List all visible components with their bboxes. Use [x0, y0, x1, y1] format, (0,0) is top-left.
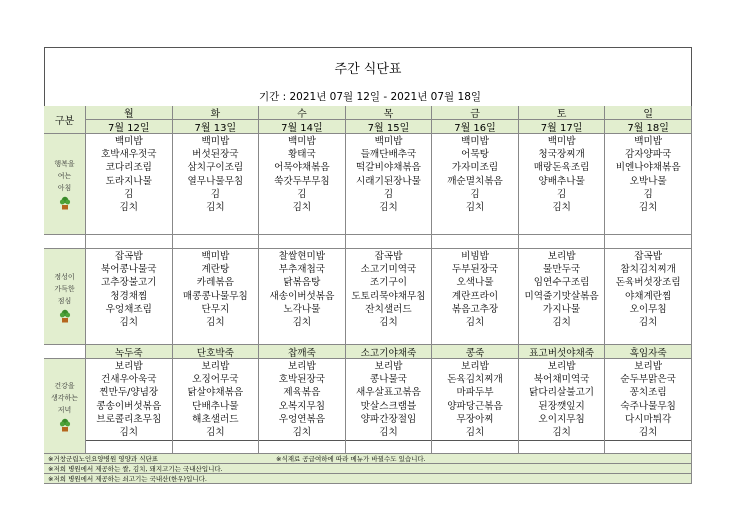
menu-item: 김: [124, 188, 134, 200]
menu-item: 김치: [552, 202, 571, 214]
menu-item: 도라지나물: [105, 175, 152, 187]
menu-item: 도토리묵야채무침: [351, 290, 426, 302]
menu-item: 찰쌀현미밥: [278, 251, 326, 262]
menu-item: 잡곡밥: [374, 251, 403, 262]
menu-cell-dinner-fri: [432, 359, 519, 454]
menu-item: 시래기된장나물: [356, 175, 421, 187]
snack-cell-tue: [173, 235, 260, 249]
menu-item: 건새우아욱국: [100, 374, 157, 386]
period-text: 기간 : 2021년 07월 12일 - 2021년 07월 18일: [258, 91, 482, 103]
menu-item: 돈육김치찌개: [447, 374, 503, 386]
menu-item: 김: [297, 188, 307, 200]
menu-item: 새송이버섯볶음: [269, 290, 335, 302]
menu-item: 어묵야채볶음: [274, 162, 330, 174]
menu-item: 들깨단배추국: [360, 149, 417, 161]
menu-item: 미역줄기맛살볶음: [524, 290, 599, 302]
date-wed: 7월 14일: [259, 120, 346, 134]
menu-item: 떡갈비야채볶음: [356, 162, 421, 174]
menu-item: 백미밥: [201, 251, 230, 262]
menu-item: 김: [556, 188, 567, 200]
menu-item: 김치: [552, 427, 571, 439]
menu-item: 보리밥: [288, 361, 316, 372]
menu-item: 김치: [379, 427, 398, 439]
note-row-1: [44, 454, 692, 464]
menu-item: 숙주나물무침: [620, 400, 676, 412]
menu-item: 가자미조림: [451, 162, 499, 174]
menu-item: 김치: [379, 317, 398, 329]
plant-pot-icon: [58, 309, 72, 323]
menu-item: 참치김치찌개: [620, 264, 676, 276]
menu-item: 백미밥: [114, 136, 143, 147]
menu-item: 보리밥: [547, 361, 576, 372]
menu-item: 보리밥: [114, 361, 143, 372]
menu-item: 마파두부: [456, 387, 494, 399]
menu-item: 보리밥: [374, 361, 403, 372]
meal-label-line: 가득한: [54, 284, 75, 293]
menu-item: 임연수구조림: [533, 277, 590, 289]
meal-label-breakfast: [44, 134, 86, 235]
menu-item: 다시마튀각: [624, 413, 672, 425]
menu-item: 콩나물국: [369, 374, 407, 386]
menu-item: 백미밥: [288, 136, 316, 147]
menu-item: 보리밥: [634, 361, 663, 372]
menu-item: 김치: [465, 202, 485, 214]
snack-cell-sat: [519, 235, 606, 249]
menu-item: 김치: [119, 317, 139, 329]
menu-item: 김치: [119, 427, 139, 439]
note-row-2: [44, 464, 692, 474]
menu-cell-dinner-mon: [86, 359, 173, 454]
snack-cell-fri: [432, 235, 519, 249]
menu-item: 김: [383, 188, 394, 200]
menu-item: 찐만두/양념장: [99, 387, 159, 399]
menu-item: 백미밥: [461, 136, 489, 147]
day-mon: 월: [86, 106, 173, 120]
snack-label: [44, 345, 86, 359]
meal-label-line: 여는: [57, 172, 72, 180]
snack-cell-sun: 흑임자죽: [605, 345, 692, 359]
menu-cell-lunch-sat: [519, 249, 606, 345]
menu-item: 김치: [119, 202, 139, 214]
menu-item: 어묵탕: [461, 149, 489, 161]
menu-item: 청경채찜: [110, 290, 148, 302]
note-change: ※식재료 공급여하에 따라 메뉴가 바뀔수도 있습니다.: [276, 455, 426, 463]
menu-cell-lunch-mon: [86, 249, 173, 345]
menu-item: 황태국: [288, 149, 316, 161]
note-origin-rice: ※저희 병원에서 제공하는 쌀, 김치, 돼지고기는 국내산입니다.: [48, 465, 223, 473]
menu-item: 고추장불고기: [100, 277, 157, 289]
menu-item: 청국장찌개: [538, 149, 585, 161]
menu-cell-lunch-fri: [432, 249, 519, 345]
menu-item: 북어채미역국: [533, 374, 590, 386]
menu-cell-dinner-tue: [173, 359, 260, 454]
menu-item: 백미밥: [374, 136, 403, 147]
menu-item: 김: [210, 188, 220, 200]
day-tue: 화: [173, 106, 260, 120]
meal-label-line: 저녁: [57, 406, 72, 414]
menu-item: 김치: [206, 202, 225, 214]
menu-item: 순두부맑은국: [620, 374, 676, 386]
meal-label-line: 행복을: [54, 160, 75, 168]
menu-item: 백미밥: [201, 136, 230, 147]
snack-label: [44, 235, 86, 249]
menu-item: 잔치샐러드: [365, 303, 412, 315]
menu-item: 계란프라이: [451, 290, 499, 302]
menu-cell-breakfast-tue: [173, 134, 260, 235]
menu-item: 김치: [465, 427, 485, 439]
menu-item: 브로콜리초무침: [96, 413, 162, 425]
menu-item: 감자양파국: [624, 149, 672, 161]
note-origin-beef: ※저희 병원에서 제공하는 쇠고기는 국내산(한우)입니다.: [48, 475, 207, 483]
menu-item: 보리밥: [461, 361, 489, 372]
day-sun: 일: [605, 106, 692, 120]
menu-cell-breakfast-mon: [86, 134, 173, 235]
menu-item: 꽁치조림: [629, 387, 667, 399]
meal-label-line: 정성이: [54, 272, 75, 281]
menu-item: 양파당근볶음: [447, 400, 503, 412]
page-title: 주간 식단표: [334, 62, 402, 77]
snack-cell-sat: 표고버섯야채죽: [519, 345, 606, 359]
menu-item: 열무나물무침: [187, 175, 244, 187]
menu-item: 코다리조림: [105, 162, 152, 174]
meal-label-dinner: [44, 359, 86, 454]
menu-item: 김치: [638, 317, 658, 329]
menu-item: 계란탕: [201, 264, 230, 276]
date-thu: 7월 15일: [346, 120, 433, 134]
header-label: 구분: [44, 106, 86, 134]
meal-label-line: 점심: [57, 296, 72, 305]
meal-label-line: 생각하는: [50, 394, 79, 402]
menu-item: 김치: [292, 202, 312, 214]
plant-pot-icon: [58, 196, 72, 210]
snack-cell-mon: [86, 235, 173, 249]
menu-cell-breakfast-sun: [605, 134, 692, 235]
menu-item: 소고기미역국: [360, 264, 417, 276]
menu-item: 닭다리살불고기: [529, 387, 595, 399]
menu-item: 돈육버섯장조림: [615, 277, 681, 289]
menu-cell-breakfast-wed: [259, 134, 346, 235]
menu-item: 오색나물: [456, 277, 494, 289]
menu-item: 가지나물: [543, 303, 581, 315]
date-mon: 7월 12일: [86, 120, 173, 134]
menu-item: 오이지무침: [538, 413, 585, 425]
menu-cell-breakfast-fri: [432, 134, 519, 235]
date-sat: 7월 17일: [519, 120, 606, 134]
menu-item: 노각나물: [283, 303, 321, 315]
snack-cell-mon: 녹두죽: [86, 345, 173, 359]
day-wed: 수: [259, 106, 346, 120]
date-sun: 7월 18일: [605, 120, 692, 134]
menu-item: 호박된장국: [278, 374, 326, 386]
menu-item: 김치: [638, 427, 658, 439]
menu-item: 호박새우젓국: [100, 149, 157, 161]
menu-item: 김: [470, 188, 480, 200]
menu-item: 잡곡밥: [634, 251, 663, 262]
menu-item: 제육볶음: [283, 387, 321, 399]
menu-item: 오박나물: [629, 175, 667, 187]
menu-item: 깨순멸치볶음: [447, 175, 503, 187]
snack-cell-sun: [605, 235, 692, 249]
menu-item: 오징어무국: [192, 374, 239, 386]
menu-item: 김치: [465, 317, 485, 329]
menu-item: 비빔밥: [461, 251, 489, 262]
menu-item: 김: [643, 188, 653, 200]
menu-item: 김치: [206, 427, 225, 439]
menu-item: 양배추나물: [538, 175, 585, 187]
menu-item: 닭살야채볶음: [187, 387, 244, 399]
snack-cell-wed: [259, 235, 346, 249]
menu-item: 김치: [206, 317, 225, 329]
menu-item: 무장아찌: [456, 413, 494, 425]
menu-item: 김치: [292, 317, 312, 329]
menu-item: 양파간장절임: [360, 413, 417, 425]
menu-item: 야채계란찜: [624, 290, 672, 302]
day-thu: 목: [346, 106, 433, 120]
menu-cell-dinner-thu: [346, 359, 433, 454]
menu-item: 된장깻잎지: [538, 400, 585, 412]
menu-item: 볶음고추장: [451, 303, 499, 315]
menu-table: [44, 106, 692, 484]
menu-item: 삼치구이조림: [187, 162, 244, 174]
day-fri: 금: [432, 106, 519, 120]
menu-cell-breakfast-thu: [346, 134, 433, 235]
menu-cell-lunch-thu: [346, 249, 433, 345]
menu-item: 쑥갓두부무침: [274, 175, 330, 187]
menu-item: 새우살표고볶음: [356, 387, 421, 399]
menu-item: 단배추나물: [192, 400, 239, 412]
menu-item: 물만두국: [543, 264, 581, 276]
menu-item: 북어콩나물국: [100, 264, 157, 276]
menu-item: 잡곡밥: [114, 251, 143, 262]
menu-item: 해초샐러드: [192, 413, 239, 425]
meal-label-lunch: [44, 249, 86, 345]
menu-cell-dinner-wed: [259, 359, 346, 454]
menu-item: 오이무침: [629, 303, 667, 315]
menu-item: 우엉연볶음: [278, 413, 326, 425]
date-fri: 7월 16일: [432, 120, 519, 134]
menu-item: 비엔나야채볶음: [615, 162, 681, 174]
menu-item: 김치: [638, 202, 658, 214]
menu-item: 콩송이버섯볶음: [96, 400, 162, 412]
menu-item: 백미밥: [634, 136, 663, 147]
menu-item: 백미밥: [547, 136, 576, 147]
menu-item: 닭볶음탕: [283, 277, 321, 289]
snack-cell-thu: [346, 235, 433, 249]
snack-cell-fri: 콩죽: [432, 345, 519, 359]
menu-item: 매콩콩나물무침: [182, 290, 248, 302]
note-row-3: [44, 474, 692, 484]
menu-cell-lunch-wed: [259, 249, 346, 345]
menu-item: 버섯된장국: [192, 149, 239, 161]
date-tue: 7월 13일: [173, 120, 260, 134]
note-source: ※거창군립노인요양병원 영양과 식단표: [48, 455, 159, 463]
menu-cell-lunch-sun: [605, 249, 692, 345]
menu-item: 맛살스크램블: [360, 400, 417, 412]
meal-label-line: 건강을: [54, 382, 75, 390]
plant-pot-icon: [58, 418, 72, 432]
menu-item: 조기구이: [369, 277, 407, 289]
menu-item: 단무지: [201, 303, 230, 315]
menu-item: 오복지무침: [278, 400, 326, 412]
meal-label-line: 아침: [57, 184, 72, 192]
menu-item: 보리밥: [547, 251, 576, 262]
menu-item: 부추재첩국: [278, 264, 326, 276]
menu-item: 매랑돈육조림: [533, 162, 590, 174]
menu-item: 김치: [379, 202, 398, 214]
menu-item: 보리밥: [201, 361, 230, 372]
day-sat: 토: [519, 106, 606, 120]
snack-cell-tue: 단호박죽: [173, 345, 260, 359]
menu-item: 카레볶음: [196, 277, 234, 289]
snack-cell-thu: 소고기야채죽: [346, 345, 433, 359]
menu-item: 두부된장국: [451, 264, 499, 276]
menu-cell-breakfast-sat: [519, 134, 606, 235]
menu-item: 김치: [552, 317, 571, 329]
menu-item: 우엉채조림: [105, 303, 152, 315]
menu-cell-dinner-sun: [605, 359, 692, 454]
menu-cell-lunch-tue: [173, 249, 260, 345]
snack-cell-wed: 찹깨죽: [259, 345, 346, 359]
menu-item: 김치: [292, 427, 312, 439]
menu-cell-dinner-sat: [519, 359, 606, 454]
